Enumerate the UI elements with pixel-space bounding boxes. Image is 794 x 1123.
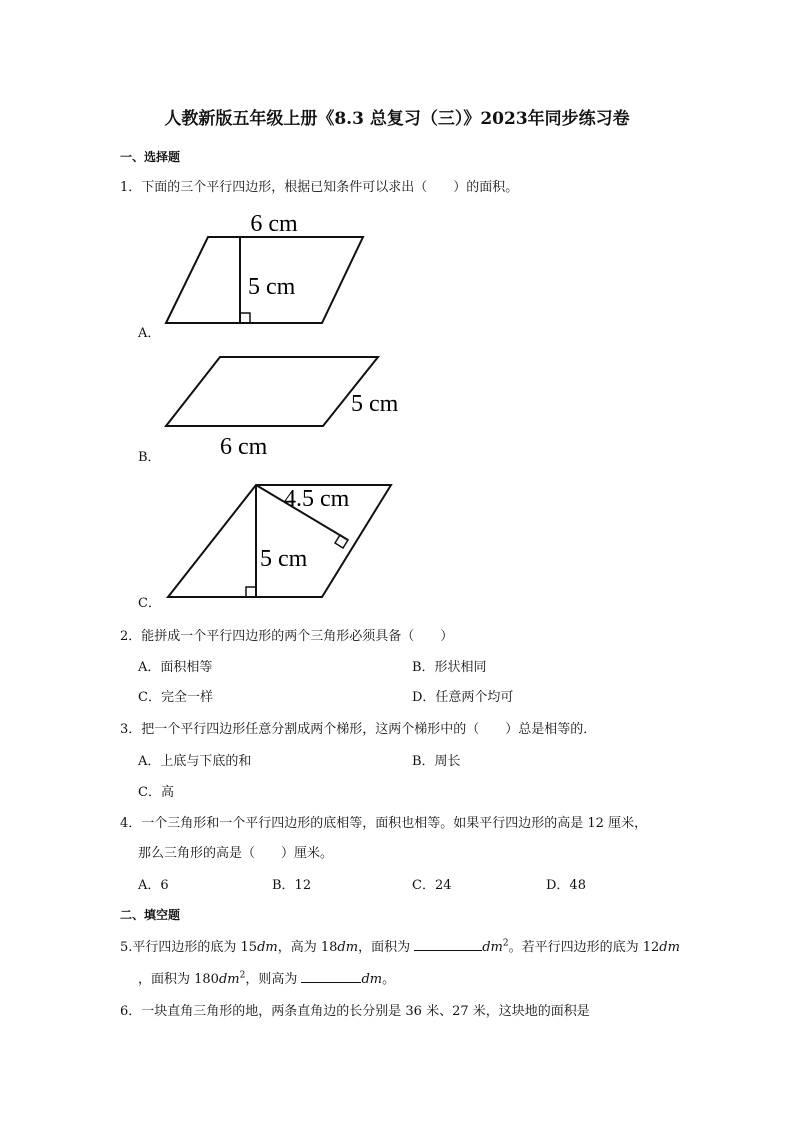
- question-4-option-a: A．6: [138, 878, 169, 893]
- figure-b-side-label: 5 cm: [351, 391, 399, 417]
- question-1-option-a: A．: [138, 326, 161, 341]
- q5-blank-1[interactable]: [414, 950, 482, 951]
- q5-text: ，高为 18: [277, 940, 338, 955]
- figure-c-top-label: 4.5 cm: [284, 486, 350, 512]
- section-heading-fill: 二、填空题: [120, 908, 181, 922]
- question-5-line-2: [138, 968, 395, 987]
- question-3-option-b: B．周长: [412, 754, 461, 769]
- question-2-stem: 2．能拼成一个平行四边形的两个三角形必须具备（ ）: [120, 629, 454, 644]
- q5-exponent: 2: [502, 938, 509, 949]
- figure-c-parallelogram: [158, 478, 403, 603]
- q5-text: ，面积为 180: [138, 972, 219, 987]
- question-2-option-c: C．完全一样: [138, 690, 213, 705]
- question-3-stem: 3．把一个平行四边形任意分割成两个梯形，这两个梯形中的（ ）总是相等的．: [120, 722, 597, 737]
- figure-a-parallelogram: [158, 206, 373, 331]
- q5-unit: dm: [659, 940, 680, 955]
- question-2-option-a: A．面积相等: [138, 660, 213, 675]
- question-3-option-c: C．高: [138, 785, 174, 800]
- question-2-option-d: D．任意两个均可: [412, 690, 514, 705]
- question-1-stem: 1．下面的三个平行四边形，根据已知条件可以求出（ ）的面积。: [120, 180, 519, 195]
- figure-b-parallelogram: [158, 350, 418, 462]
- section-heading-choice: 一、选择题: [120, 150, 181, 164]
- q5-unit: dm: [257, 940, 278, 955]
- question-2-option-b: B．形状相同: [412, 660, 487, 675]
- question-1-option-c: C．: [138, 596, 161, 611]
- q5-unit: dm: [218, 972, 240, 987]
- question-4-stem-line-1: 4．一个三角形和一个平行四边形的底相等，面积也相等。如果平行四边形的高是 12 厘米，: [120, 816, 648, 831]
- q5-unit: dm: [337, 940, 359, 955]
- question-4-option-d: D．48: [546, 878, 586, 893]
- figure-a-height-label: 5 cm: [248, 274, 296, 300]
- q5-text: 。若平行四边形的底为 12: [508, 940, 660, 955]
- question-4-option-b: B．12: [272, 878, 312, 893]
- q5-text: ，面积为: [358, 940, 415, 955]
- figure-a-top-label: 6 cm: [250, 211, 298, 237]
- page-title: 人教新版五年级上册《8.3 总复习（三）》2023年同步练习卷: [164, 109, 630, 129]
- q5-text: ，则高为: [245, 972, 302, 987]
- figure-b-bottom-label: 6 cm: [220, 434, 268, 460]
- question-4-option-c: C．24: [412, 878, 452, 893]
- q5-text: 。: [382, 972, 396, 987]
- question-4-stem-line-2: 那么三角形的高是（ ）厘米。: [138, 846, 334, 861]
- figure-c-height-label: 5 cm: [260, 546, 308, 572]
- q5-exponent: 2: [239, 970, 246, 981]
- question-1-option-b: B．: [138, 450, 161, 465]
- question-6-stem: 6．一块直角三角形的地，两条直角边的长分别是 36 米、27 米，这块地的面积是: [120, 1004, 590, 1019]
- q5-unit: dm: [361, 972, 383, 987]
- question-5-line-1: [120, 936, 680, 955]
- q5-text: 5.平行四边形的底为 15: [120, 940, 258, 955]
- q5-unit: dm: [482, 940, 503, 955]
- question-3-option-a: A．上底与下底的和: [138, 754, 252, 769]
- q5-blank-2[interactable]: [301, 982, 361, 983]
